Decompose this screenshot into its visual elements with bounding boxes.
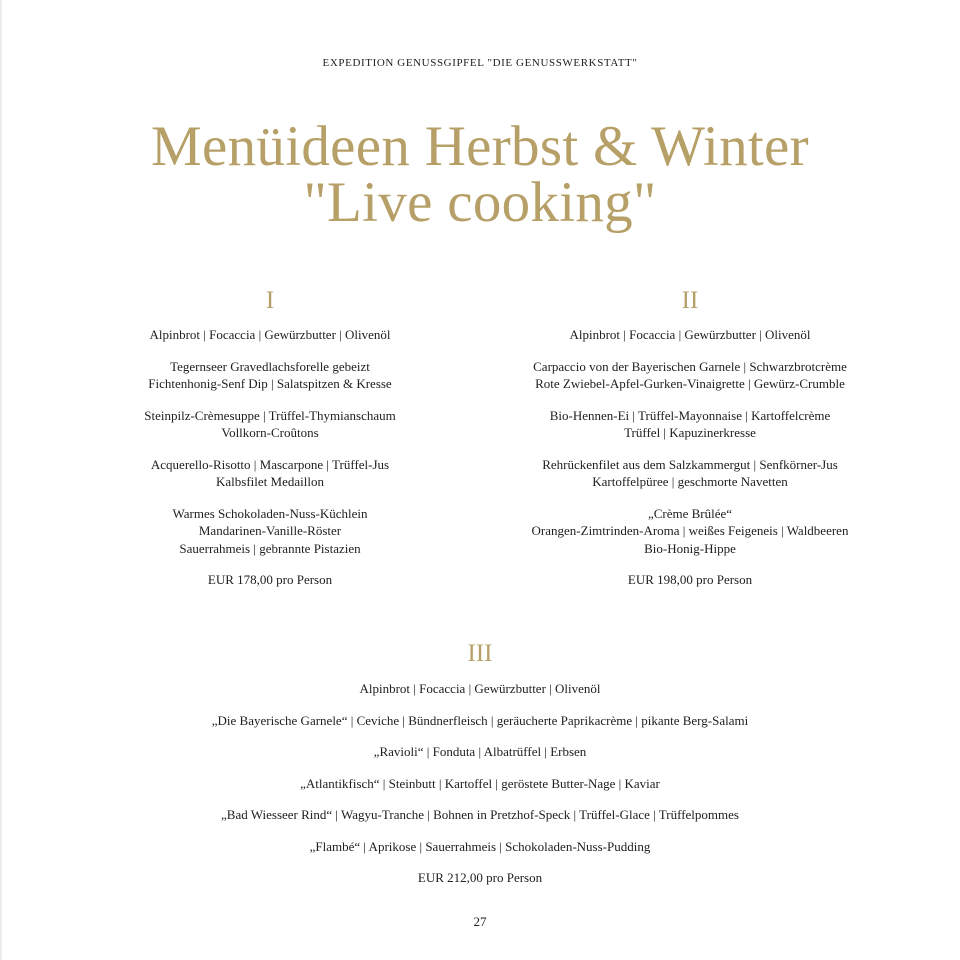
menu-course: [92, 358, 448, 393]
title-line-2: "Live cooking": [303, 171, 657, 234]
page-title: [0, 115, 960, 234]
page-number: 27: [473, 914, 487, 929]
menu-price: EUR 212,00 pro Person: [417, 870, 543, 885]
course-line: Acquerello-Risotto | Mascarpone | Trüffel-Jus: [150, 456, 390, 472]
course-line: Tegernseer Gravedlachsforelle gebeizt: [170, 358, 370, 374]
course-line: Alpinbrot | Focaccia | Gewürzbutter | Olivenöl: [569, 327, 811, 342]
course-line: Fichtenhonig-Senf Dip | Salatspitzen & Kresse: [148, 376, 392, 391]
course-line: „Flambé“ | Aprikose | Sauerrahmeis | Schokoladen-Nuss-Pudding: [309, 838, 651, 854]
course-line: Vollkorn-Croûtons: [221, 425, 319, 440]
menu-price: EUR 198,00 pro Person: [627, 572, 753, 587]
menu-course: [80, 680, 880, 698]
course-line: Kalbsfilet Medaillon: [216, 474, 324, 489]
menu-ii: [512, 287, 868, 589]
course-line: Carpaccio von der Bayerischen Garnele | Schwarzbrotcrème: [533, 358, 847, 374]
menu-course: [92, 456, 448, 491]
course-line: „Crème Brûlée“: [647, 505, 733, 521]
menu-course: [512, 407, 868, 442]
course-line: Warmes Schokoladen-Nuss-Küchlein: [172, 505, 368, 521]
menu-price: EUR 178,00 pro Person: [207, 572, 333, 587]
course-line: „Atlantikfisch“ | Steinbutt | Kartoffel | geröstete Butter-Nage | Kaviar: [300, 775, 660, 791]
menu-course: [92, 407, 448, 442]
menu-course: [512, 326, 868, 344]
course-line: „Ravioli“ | Fonduta | Albatrüffel | Erbsen: [373, 744, 587, 759]
menu-course: [512, 505, 868, 558]
course-line: Kartoffelpüree | geschmorte Navetten: [592, 474, 788, 489]
title-line-1: Menüideen Herbst & Winter: [151, 115, 809, 178]
course-line: Sauerrahmeis | gebrannte Pistazien: [179, 540, 361, 556]
menu-numeral: I: [265, 287, 275, 314]
menu-i: [92, 287, 448, 589]
menu-course: [512, 456, 868, 491]
course-line: Rote Zwiebel-Apfel-Gurken-Vinaigrette | Gewürz-Crumble: [535, 376, 845, 391]
course-line: Steinpilz-Crèmesuppe | Trüffel-Thymianschaum: [144, 407, 396, 423]
course-line: Trüffel | Kapuzinerkresse: [624, 425, 756, 440]
course-line: „Die Bayerische Garnele“ | Ceviche | Bündnerfleisch | geräucherte Paprikacrème | pikante Berg-Salami: [211, 712, 749, 728]
menu-course: [80, 775, 880, 793]
course-line: Orangen-Zimtrinden-Aroma | weißes Feigeneis | Waldbeeren: [531, 523, 849, 538]
course-line: Alpinbrot | Focaccia | Gewürzbutter | Olivenöl: [359, 681, 601, 696]
menu-course: [80, 743, 880, 761]
course-line: Mandarinen-Vanille-Röster: [198, 523, 342, 538]
menu-course: [512, 358, 868, 393]
course-line: Bio-Honig-Hippe: [644, 540, 736, 556]
page-header: EXPEDITION GENUSSGIPFEL "DIE GENUSSWERKSTATT": [322, 57, 638, 69]
course-line: Alpinbrot | Focaccia | Gewürzbutter | Olivenöl: [149, 327, 391, 342]
course-line: Bio-Hennen-Ei | Trüffel-Mayonnaise | Kartoffelcrème: [549, 407, 831, 423]
menu-course: [92, 505, 448, 558]
menu-course: [80, 838, 880, 856]
menu-course: [80, 712, 880, 730]
menu-numeral: II: [681, 287, 699, 314]
menu-course: [80, 806, 880, 824]
course-line: „Bad Wiesseer Rind“ | Wagyu-Tranche | Bohnen in Pretzhof-Speck | Trüffel-Glace | Trüffelpommes: [221, 807, 739, 822]
menu-iii: [80, 640, 880, 887]
course-line: Rehrückenfilet aus dem Salzkammergut | Senfkörner-Jus: [542, 456, 838, 472]
menu-numeral: III: [467, 640, 493, 667]
menu-course: [92, 326, 448, 344]
